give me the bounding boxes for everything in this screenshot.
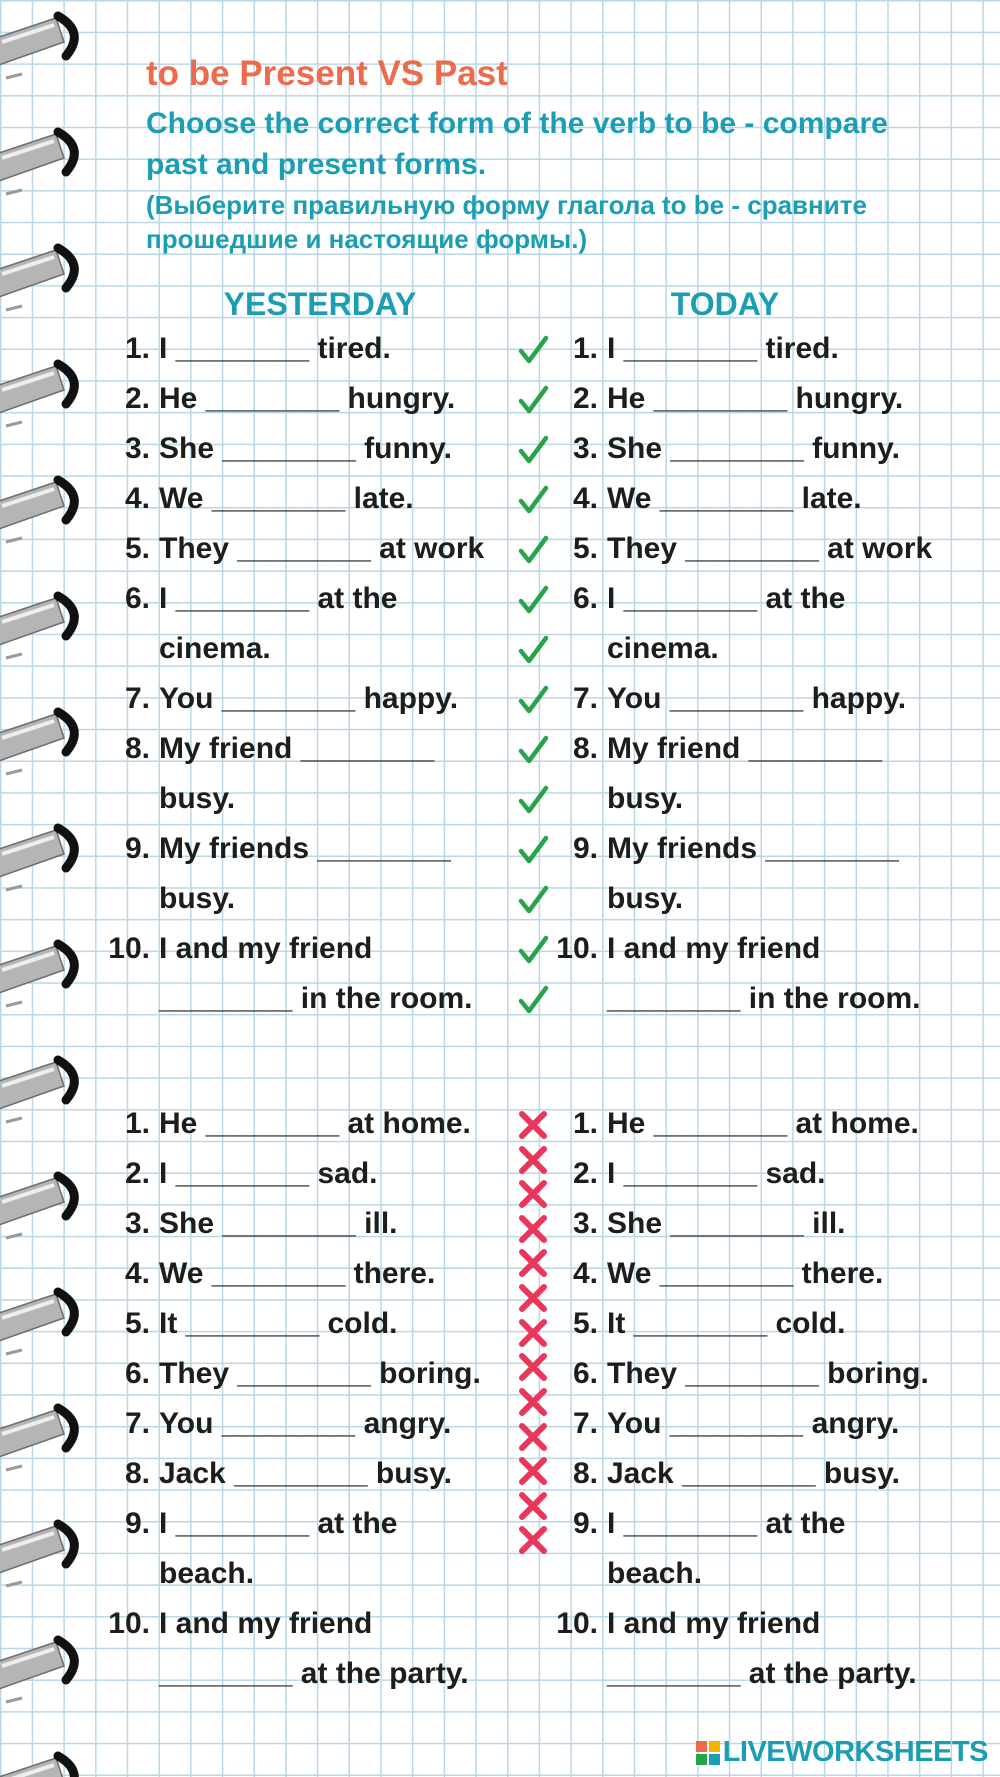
yesterday-exercise-item [90,1449,529,1499]
item-sentence: I and my friend [607,1607,821,1640]
item-sentence: I and my friend [159,1607,373,1640]
spiral-ring-icon [0,1524,74,1586]
cross-icon [515,1384,551,1420]
yesterday-exercise-item [90,1399,529,1449]
today-exercise-item [538,1449,977,1499]
spiral-ring-icon [0,944,74,1006]
item-sentence-continuation: busy. [607,782,684,815]
item-sentence: I ________ at the [607,582,846,615]
item-number: 9. [572,1507,598,1540]
logo-square [709,1754,720,1765]
check-icon [515,832,551,868]
today-exercise-item [538,1199,977,1249]
spiral-ring-icon [0,712,74,774]
item-sentence: He ________ hungry. [607,382,904,415]
item-sentence: My friend ________ [159,732,435,765]
item-number: 8. [124,1457,150,1490]
today-exercise-item [538,474,977,524]
cross-icon [515,1522,551,1558]
logo-square [696,1754,707,1765]
check-icon [515,782,551,818]
spiral-ring-icon [0,596,74,658]
item-number: 10. [108,932,150,965]
column-heading-yesterday: YESTERDAY [223,286,417,322]
spiral-ring-icon [0,132,74,194]
check-icon [515,732,551,768]
today-exercise-item [538,1399,977,1449]
item-sentence: I ________ tired. [159,332,391,365]
item-number: 3. [572,1207,598,1240]
item-sentence: Jack ________ busy. [607,1457,901,1490]
spiral-ring-icon [0,480,74,542]
item-sentence-continuation: busy. [607,882,684,915]
yesterday-exercise-item [90,1499,529,1549]
column-heading-today: TODAY [670,286,780,322]
spiral-ring-icon [0,248,74,310]
today-exercise-item [538,1499,977,1549]
spiral-ring-icon [0,1408,74,1470]
yesterday-exercise-item [90,1099,529,1149]
item-number: 7. [124,1407,150,1440]
item-number: 2. [124,1157,150,1190]
cross-icon [515,1349,551,1385]
cross-icon [515,1211,551,1247]
section2-today-list [538,1099,977,1699]
liveworksheets-logo-icon [696,1741,720,1765]
yesterday-exercise-item [90,474,529,524]
item-sentence: Jack ________ busy. [159,1457,453,1490]
yesterday-exercise-item [90,1599,529,1649]
cross-icon [515,1245,551,1281]
yesterday-exercise-item [90,924,529,974]
item-sentence: He ________ hungry. [159,382,456,415]
item-number: 7. [124,682,150,715]
item-number: 6. [124,1357,150,1390]
item-sentence: They ________ at work [159,532,485,565]
check-icon [515,682,551,718]
item-sentence: My friend ________ [607,732,883,765]
yesterday-exercise-item [90,524,529,574]
item-sentence: It ________ cold. [159,1307,398,1340]
item-sentence: I ________ sad. [159,1157,378,1190]
cross-icon [515,1142,551,1178]
today-exercise-item [538,424,977,474]
item-number: 8. [124,732,150,765]
section1-yesterday-list [90,324,529,1024]
yesterday-exercise-item [90,824,529,874]
page-title: to be Present VS Past [146,54,508,93]
spiral-ring-icon [0,1292,74,1354]
item-number: 10. [556,1607,598,1640]
item-number: 7. [572,1407,598,1440]
cross-icon [515,1453,551,1489]
item-number: 3. [124,1207,150,1240]
today-exercise-item [538,1599,977,1649]
item-number: 4. [124,482,150,515]
item-number: 2. [572,382,598,415]
item-sentence: We ________ late. [159,482,414,515]
logo-square [696,1741,707,1752]
item-sentence: My friends ________ [159,832,451,865]
today-exercise-item [538,1249,977,1299]
check-icon [515,932,551,968]
check-icon [515,332,551,368]
spiral-ring-icon [0,16,74,78]
today-exercise-item [538,1349,977,1399]
yesterday-exercise-item [90,574,529,624]
item-number: 4. [572,482,598,515]
item-number: 9. [572,832,598,865]
today-exercise-item [538,674,977,724]
check-icon [515,432,551,468]
item-sentence: My friends ________ [607,832,899,865]
liveworksheets-brand [696,1736,988,1769]
check-icon [515,632,551,668]
instruction-text-russian: (Выберите правильную форму глагола to be - сравните прошедшие и настоящие формы.) [146,190,867,254]
item-number: 5. [124,532,150,565]
item-number: 10. [108,1607,150,1640]
item-sentence: You ________ angry. [159,1407,452,1440]
item-sentence: You ________ angry. [607,1407,900,1440]
logo-square [709,1741,720,1752]
item-number: 8. [572,1457,598,1490]
check-icon [515,982,551,1018]
today-exercise-item [538,1149,977,1199]
item-number: 3. [572,432,598,465]
cross-icon [515,1107,551,1143]
cross-icon [515,1176,551,1212]
item-sentence: They ________ boring. [159,1357,481,1390]
check-icon [515,382,551,418]
item-number: 2. [124,382,150,415]
check-icon [515,582,551,618]
item-number: 4. [124,1257,150,1290]
today-exercise-item [538,574,977,624]
today-exercise-item [538,924,977,974]
yesterday-exercise-item [90,1149,529,1199]
item-sentence-continuation: ________ at the party. [159,1657,469,1690]
spiral-ring-icon [0,1756,74,1777]
item-number: 1. [124,1107,150,1140]
spiral-ring-icon [0,364,74,426]
spiral-ring-icon [0,1060,74,1122]
item-number: 1. [124,332,150,365]
item-sentence: She ________ funny. [159,432,452,465]
item-sentence-continuation: cinema. [607,632,719,665]
item-sentence: We ________ there. [159,1257,436,1290]
yesterday-exercise-item [90,424,529,474]
item-number: 6. [572,1357,598,1390]
yesterday-exercise-item [90,724,529,774]
item-number: 9. [124,832,150,865]
cross-icon [515,1280,551,1316]
item-number: 5. [572,532,598,565]
cross-icon [515,1419,551,1455]
notebook-spiral-binding [0,0,100,1777]
yesterday-exercise-item [90,1349,529,1399]
item-sentence: We ________ late. [607,482,862,515]
check-icon [515,482,551,518]
yesterday-exercise-item [90,374,529,424]
item-number: 2. [572,1157,598,1190]
item-number: 8. [572,732,598,765]
cross-icon [515,1315,551,1351]
item-number: 10. [556,932,598,965]
item-sentence: I ________ sad. [607,1157,826,1190]
item-sentence-continuation: ________ in the room. [159,982,473,1015]
item-sentence-continuation: ________ at the party. [607,1657,917,1690]
yesterday-exercise-item [90,1199,529,1249]
item-sentence: I and my friend [159,932,373,965]
item-number: 1. [572,1107,598,1140]
today-exercise-item [538,1099,977,1149]
item-number: 5. [572,1307,598,1340]
today-exercise-item [538,1299,977,1349]
yesterday-exercise-item [90,674,529,724]
item-sentence: It ________ cold. [607,1307,846,1340]
item-sentence-continuation: ________ in the room. [607,982,921,1015]
item-sentence: He ________ at home. [607,1107,919,1140]
spiral-ring-icon [0,1176,74,1238]
item-sentence: You ________ happy. [159,682,459,715]
item-number: 6. [124,582,150,615]
check-icon [515,532,551,568]
item-number: 3. [124,432,150,465]
today-exercise-item [538,824,977,874]
item-sentence: He ________ at home. [159,1107,471,1140]
today-exercise-item [538,724,977,774]
instruction-text: Choose the correct form of the verb to be - compare past and present forms. [146,107,888,181]
today-exercise-item [538,324,977,374]
item-number: 6. [572,582,598,615]
item-sentence-continuation: busy. [159,882,236,915]
section2-yesterday-list [90,1099,529,1699]
item-sentence: They ________ boring. [607,1357,929,1390]
item-sentence-continuation: beach. [607,1557,703,1590]
section1-today-list [538,324,977,1024]
spiral-ring-icon [0,828,74,890]
item-sentence: We ________ there. [607,1257,884,1290]
item-number: 4. [572,1257,598,1290]
item-sentence: I ________ at the [159,582,398,615]
item-number: 7. [572,682,598,715]
item-sentence: They ________ at work [607,532,933,565]
brand-name: LIVEWORKSHEETS [722,1736,988,1768]
spiral-ring-icon [0,1640,74,1702]
today-exercise-item [538,524,977,574]
item-number: 1. [572,332,598,365]
item-sentence: I ________ at the [607,1507,846,1540]
item-sentence: I and my friend [607,932,821,965]
item-sentence: I ________ tired. [607,332,839,365]
item-number: 9. [124,1507,150,1540]
cross-icon [515,1488,551,1524]
yesterday-exercise-item [90,324,529,374]
item-number: 5. [124,1307,150,1340]
item-sentence: I ________ at the [159,1507,398,1540]
item-sentence: She ________ ill. [159,1207,398,1240]
item-sentence: She ________ funny. [607,432,900,465]
item-sentence-continuation: cinema. [159,632,271,665]
item-sentence: You ________ happy. [607,682,907,715]
item-sentence-continuation: busy. [159,782,236,815]
today-exercise-item [538,374,977,424]
yesterday-exercise-item [90,1249,529,1299]
yesterday-exercise-item [90,1299,529,1349]
check-icon [515,882,551,918]
item-sentence-continuation: beach. [159,1557,255,1590]
item-sentence: She ________ ill. [607,1207,846,1240]
